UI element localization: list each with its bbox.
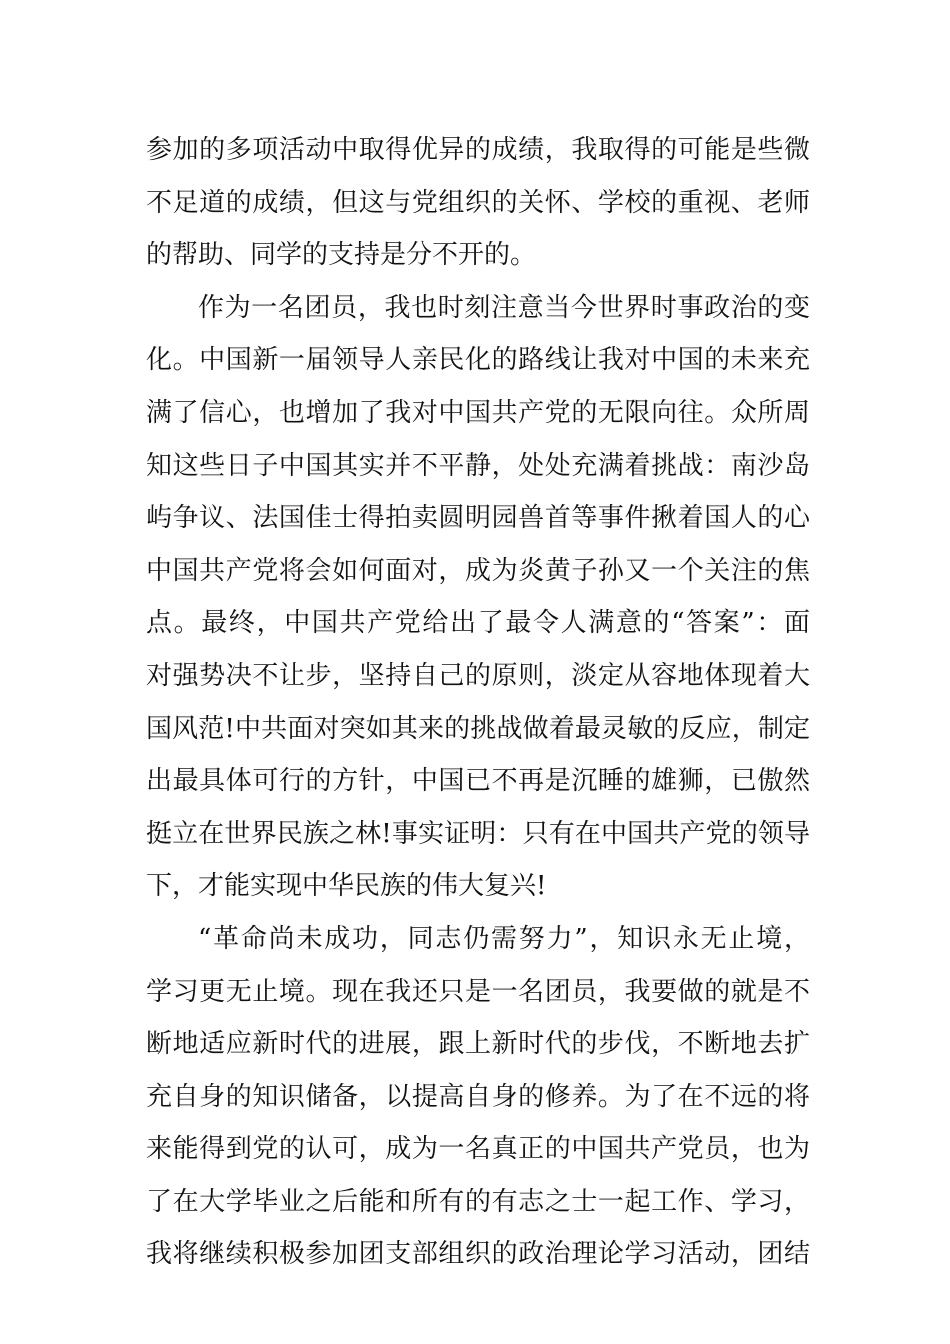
text-line: 作为一名团员，我也时刻注意当今世界时事政治的变 — [198, 292, 810, 323]
text-line: 挺立在世界民族之林!事实证明：只有在中国共产党的领导 — [146, 818, 810, 849]
text-line: “革命尚未成功，同志仍需努力”，知识永无止境， — [198, 923, 810, 954]
text-line: 对强势决不让步，坚持自己的原则，淡定从容地体现着大 — [146, 660, 810, 691]
text-line: 知这些日子中国其实并不平静，处处充满着挑战：南沙岛 — [146, 450, 810, 481]
text-line: 学习更无止境。现在我还只是一名团员，我要做的就是不 — [146, 976, 810, 1007]
text-line: 断地适应新时代的进展，跟上新时代的步伐，不断地去扩 — [146, 1029, 810, 1060]
text-line: 屿争议、法国佳士得拍卖圆明园兽首等事件揪着国人的心 — [146, 503, 810, 534]
text-line: 了在大学毕业之后能和所有的有志之士一起工作、学习， — [146, 1186, 810, 1217]
text-line: 化。中国新一届领导人亲民化的路线让我对中国的未来充 — [146, 345, 810, 376]
text-line: 出最具体可行的方针，中国已不再是沉睡的雄狮，已傲然 — [146, 766, 810, 797]
text-line: 充自身的知识储备，以提高自身的修养。为了在不远的将 — [146, 1081, 810, 1112]
text-line: 满了信心，也增加了我对中国共产党的无限向往。众所周 — [146, 397, 810, 428]
text-line: 不足道的成绩，但这与党组织的关怀、学校的重视、老师 — [146, 187, 810, 218]
text-line: 参加的多项活动中取得优异的成绩，我取得的可能是些微 — [146, 135, 810, 165]
text-line: 来能得到党的认可，成为一名真正的中国共产党员，也为 — [146, 1134, 810, 1165]
text-line: 中国共产党将会如何面对，成为炎黄子孙又一个关注的焦 — [146, 555, 810, 586]
text-line: 我将继续积极参加团支部组织的政治理论学习活动，团结 — [146, 1239, 810, 1270]
body-text — [146, 124, 810, 1281]
text-line: 国风范!中共面对突如其来的挑战做着最灵敏的反应，制定 — [146, 713, 810, 744]
text-line: 下，才能实现中华民族的伟大复兴! — [146, 871, 547, 902]
text-line: 的帮助、同学的支持是分不开的。 — [146, 240, 537, 271]
text-line: 点。最终，中国共产党给出了最令人满意的“答案”：面 — [146, 608, 810, 639]
